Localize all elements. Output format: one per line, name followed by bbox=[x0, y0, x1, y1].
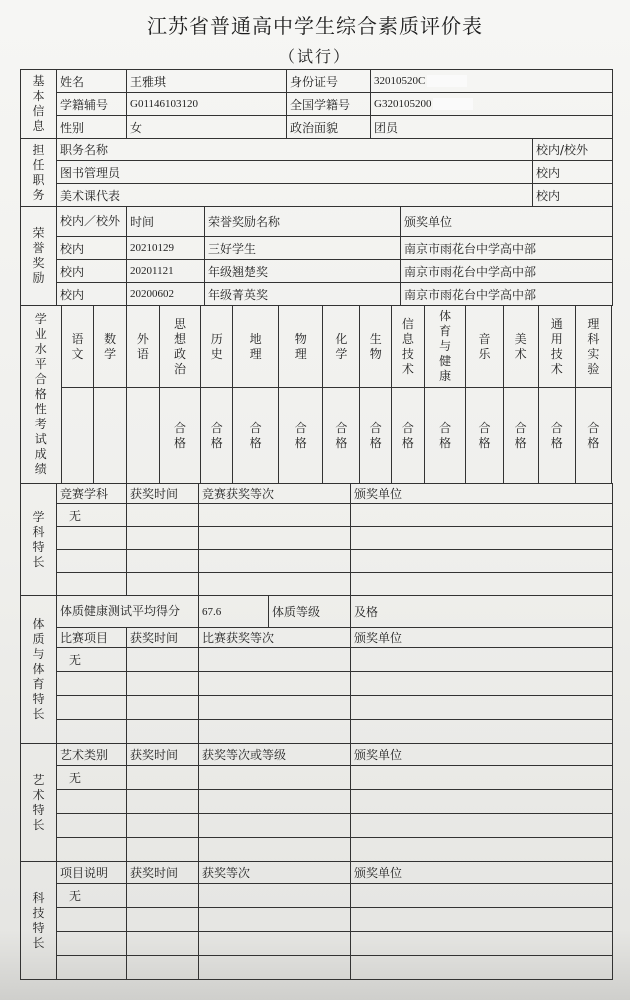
exam-table bbox=[20, 305, 612, 484]
exam-result: 合 格 bbox=[538, 388, 575, 484]
exam-result: 合 格 bbox=[201, 388, 233, 484]
honor-time: 20210129 bbox=[127, 237, 205, 260]
sport-first-value: 无 bbox=[57, 648, 127, 672]
academic-level-header: 竞赛获奖等次 bbox=[199, 484, 351, 504]
exam-result: 合 格 bbox=[575, 388, 611, 484]
exam-result: 合 格 bbox=[424, 388, 466, 484]
form-subtitle: （试行） bbox=[278, 47, 351, 66]
tech-unit-header: 颁奖单位 bbox=[351, 862, 613, 884]
tech-level-header: 获奖等次 bbox=[199, 862, 351, 884]
exam-result: 合 格 bbox=[279, 388, 323, 484]
gender-label: 性别 bbox=[57, 116, 127, 139]
exam-subject-header: 数 学 bbox=[94, 306, 127, 388]
exam-result bbox=[94, 388, 127, 484]
sport-unit-header: 颁奖单位 bbox=[351, 628, 613, 648]
tech-first-value: 无 bbox=[57, 884, 127, 908]
honor-scope: 校内 bbox=[57, 283, 127, 306]
physical-table bbox=[20, 595, 613, 744]
honor-name: 年级翘楚奖 bbox=[205, 260, 401, 283]
academic-first-value: 无 bbox=[57, 504, 127, 527]
art-unit-header: 颁奖单位 bbox=[351, 744, 613, 766]
honor-unit-header: 颁奖单位 bbox=[401, 207, 613, 237]
art-level-header: 获奖等次或等级 bbox=[199, 744, 351, 766]
exam-subject-header: 信 息 技 术 bbox=[392, 306, 425, 388]
tech-table bbox=[20, 861, 613, 980]
exam-result: 合 格 bbox=[360, 388, 392, 484]
honor-unit: 南京市雨花台中学高中部 bbox=[401, 237, 613, 260]
duty-scope-header: 校内/校外 bbox=[533, 139, 613, 161]
section-exams: 学 业 水 平 合 格 性 考 试 成 绩 bbox=[21, 306, 62, 484]
art-category-header: 艺术类别 bbox=[57, 744, 127, 766]
section-academic: 学 科 特 长 bbox=[21, 484, 57, 596]
duty-scope: 校内 bbox=[533, 184, 613, 207]
political-label: 政治面貌 bbox=[287, 116, 371, 139]
exam-subject-header: 历 史 bbox=[201, 306, 233, 388]
exam-result bbox=[127, 388, 160, 484]
exam-result: 合 格 bbox=[466, 388, 503, 484]
sport-item-header: 比赛项目 bbox=[57, 628, 127, 648]
section-art: 艺 术 特 长 bbox=[21, 744, 57, 862]
fitness-level-value: 及格 bbox=[351, 596, 613, 628]
tech-item-header: 项目说明 bbox=[57, 862, 127, 884]
honor-time: 20201121 bbox=[127, 260, 205, 283]
basic-info-table bbox=[20, 69, 613, 139]
honor-unit: 南京市雨花台中学高中部 bbox=[401, 260, 613, 283]
honor-unit: 南京市雨花台中学高中部 bbox=[401, 283, 613, 306]
exam-subject-header: 美 术 bbox=[503, 306, 538, 388]
honor-time: 20200602 bbox=[127, 283, 205, 306]
exam-result: 合 格 bbox=[323, 388, 360, 484]
duty-name: 图书管理员 bbox=[57, 161, 533, 184]
exam-result: 合 格 bbox=[159, 388, 201, 484]
fitness-test-label: 体质健康测试平均得分 bbox=[57, 596, 199, 628]
academic-unit-header: 颁奖单位 bbox=[351, 484, 613, 504]
section-physical: 体 质 与 体 育 特 长 bbox=[21, 596, 57, 744]
exam-subject-header: 化 学 bbox=[323, 306, 360, 388]
art-time-header: 获奖时间 bbox=[127, 744, 199, 766]
exam-subject-header: 思 想 政 治 bbox=[159, 306, 201, 388]
honor-time-header: 时间 bbox=[127, 207, 205, 237]
id-number-value: 32010520C bbox=[371, 70, 613, 93]
reg-label: 学籍辅号 bbox=[57, 93, 127, 116]
exam-result: 合 格 bbox=[233, 388, 279, 484]
fitness-level-label: 体质等级 bbox=[269, 596, 351, 628]
exam-subject-header: 语 文 bbox=[61, 306, 94, 388]
exam-subject-header: 通 用 技 术 bbox=[538, 306, 575, 388]
exam-subject-header: 生 物 bbox=[360, 306, 392, 388]
form-title: 江苏省普通高中学生综合素质评价表 bbox=[147, 14, 483, 38]
exam-result: 合 格 bbox=[392, 388, 425, 484]
honor-scope: 校内 bbox=[57, 260, 127, 283]
duties-table bbox=[20, 138, 613, 207]
exam-subject-header: 地 理 bbox=[233, 306, 279, 388]
section-tech: 科 技 特 长 bbox=[21, 862, 57, 980]
sport-level-header: 比赛获奖等次 bbox=[199, 628, 351, 648]
honor-name-header: 荣誉奖励名称 bbox=[205, 207, 401, 237]
honor-name: 三好学生 bbox=[205, 237, 401, 260]
duty-scope: 校内 bbox=[533, 161, 613, 184]
exam-subject-header: 理 科 实 验 bbox=[575, 306, 611, 388]
exam-subject-header: 体 育 与 健 康 bbox=[424, 306, 466, 388]
exam-result bbox=[61, 388, 94, 484]
duty-name: 美术课代表 bbox=[57, 184, 533, 207]
sport-time-header: 获奖时间 bbox=[127, 628, 199, 648]
academic-subject-header: 竞赛学科 bbox=[57, 484, 127, 504]
duty-name-header: 职务名称 bbox=[57, 139, 533, 161]
name-value: 王雅琪 bbox=[127, 70, 287, 93]
reg-value: G01146103120 bbox=[127, 93, 287, 116]
national-reg-value: G320105200 bbox=[371, 93, 613, 116]
academic-time-header: 获奖时间 bbox=[127, 484, 199, 504]
gender-value: 女 bbox=[127, 116, 287, 139]
section-basic-info: 基 本 信 息 bbox=[21, 70, 57, 139]
exam-subject-header: 音 乐 bbox=[466, 306, 503, 388]
national-reg-label: 全国学籍号 bbox=[287, 93, 371, 116]
redaction-mark bbox=[427, 75, 467, 87]
academic-table bbox=[20, 483, 613, 596]
exam-result: 合 格 bbox=[503, 388, 538, 484]
redaction-mark bbox=[433, 98, 473, 110]
honor-scope-header: 校内／校外 bbox=[57, 207, 127, 237]
honors-table bbox=[20, 206, 613, 306]
tech-time-header: 获奖时间 bbox=[127, 862, 199, 884]
section-honors: 荣 誉 奖 励 bbox=[21, 207, 57, 306]
exam-subject-header: 物 理 bbox=[279, 306, 323, 388]
id-label: 身份证号 bbox=[287, 70, 371, 93]
section-duties: 担 任 职 务 bbox=[21, 139, 57, 207]
name-label: 姓名 bbox=[57, 70, 127, 93]
evaluation-form bbox=[20, 69, 612, 980]
political-value: 团员 bbox=[371, 116, 613, 139]
honor-name: 年级菁英奖 bbox=[205, 283, 401, 306]
art-first-value: 无 bbox=[57, 766, 127, 790]
art-table bbox=[20, 743, 613, 862]
honor-scope: 校内 bbox=[57, 237, 127, 260]
exam-subject-header: 外 语 bbox=[127, 306, 160, 388]
fitness-test-value: 67.6 bbox=[199, 596, 269, 628]
